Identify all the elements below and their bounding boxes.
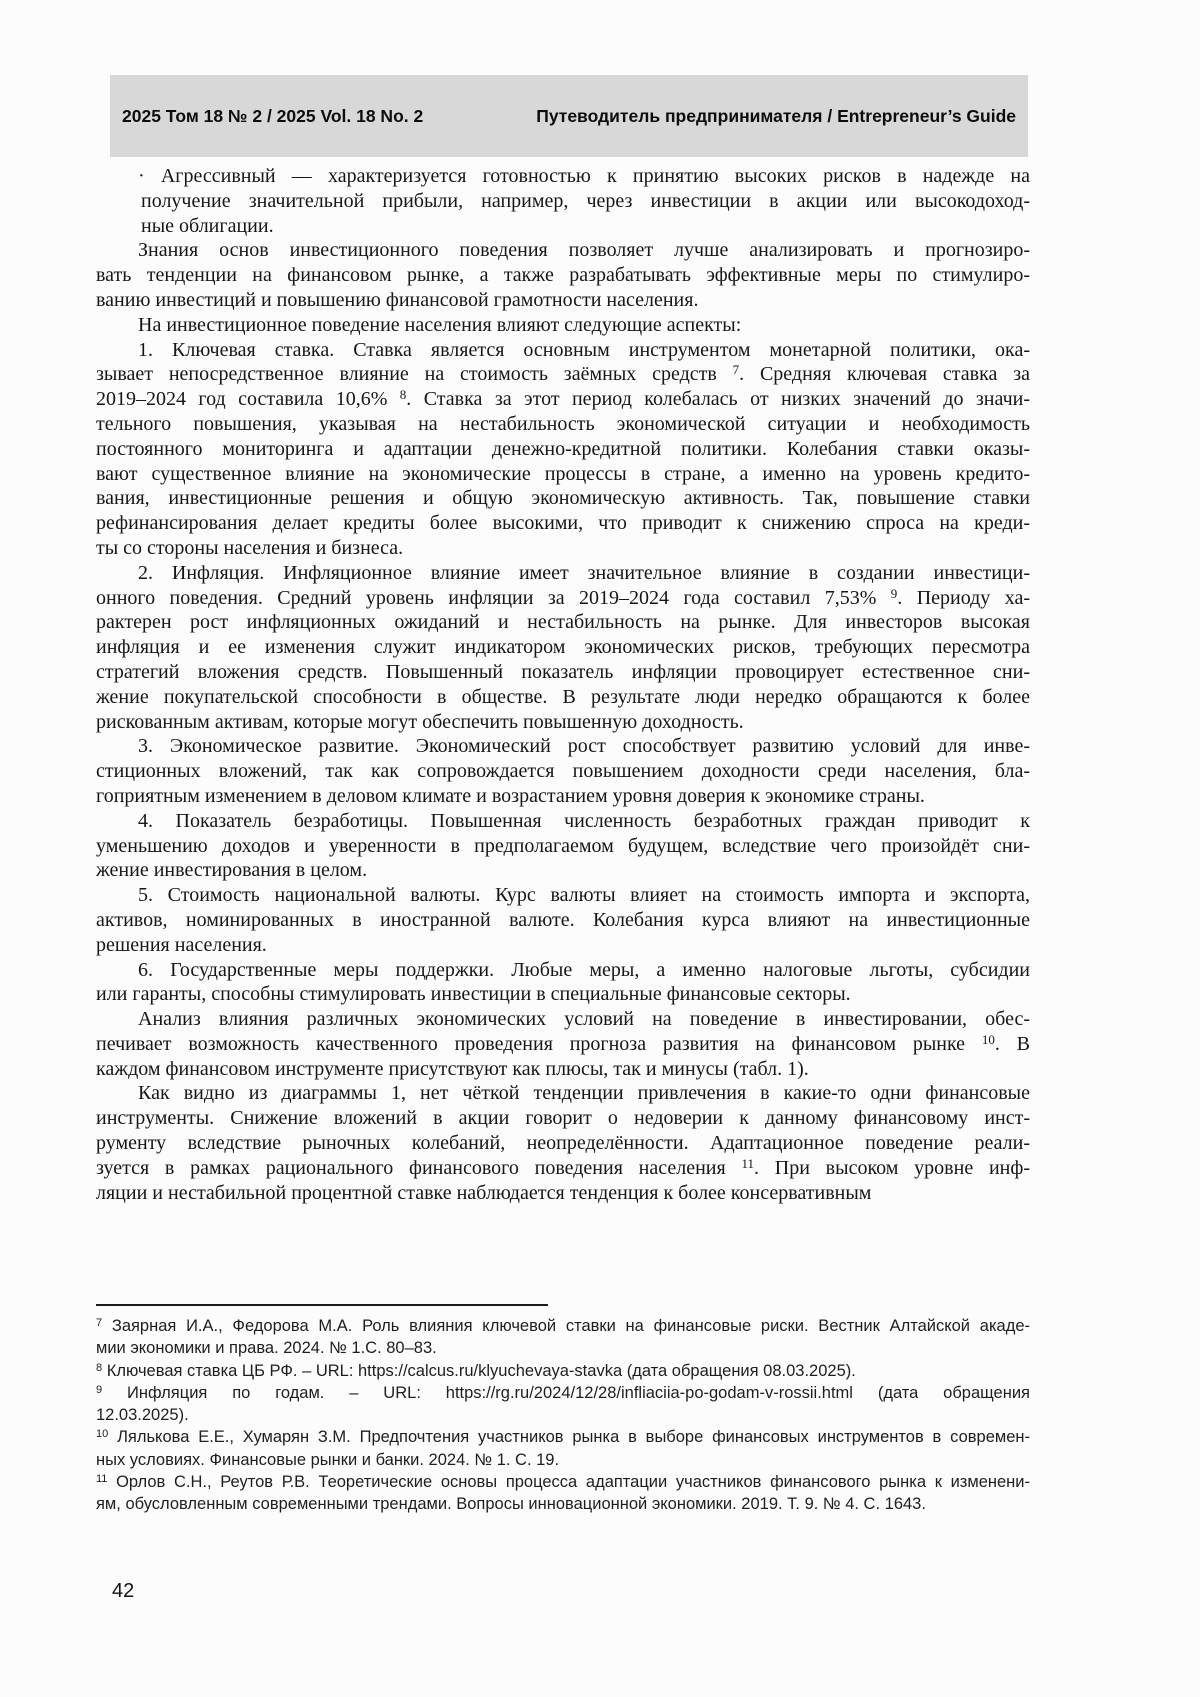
text-line: ных условиях. Финансовые рынки и банки. 2024. № 1. С. 19. <box>96 1450 560 1469</box>
page-number: 42 <box>112 1580 135 1602</box>
text-line: 4. Показатель безработицы. Повышенная численность безработных граждан приводит к <box>138 809 1030 832</box>
paragraph <box>96 1007 1030 1081</box>
footnote-10 <box>96 1426 1030 1471</box>
text-line: ляции и нестабильной процентной ставке наблюдается тенденция к более консервативным <box>96 1181 872 1204</box>
text-line: вают существенное влияние на экономические процессы в стране, а именно на уровень кредито- <box>96 462 1030 485</box>
text-line: мии экономики и права. 2024. № 1.С. 80–83. <box>96 1339 437 1358</box>
text-line: Знания основ инвестиционного поведения позволяет лучше анализировать и прогнозиро- <box>138 239 1030 262</box>
text-line: жение покупательской способности в обществе. В результате люди нередко обращаются к более <box>96 685 1030 708</box>
footnote-11 <box>96 1471 1030 1516</box>
text-line: На инвестиционное поведение населения влияют следующие аспекты: <box>138 313 742 336</box>
footnote-divider <box>96 1304 548 1306</box>
footnote-reference: 11 <box>741 1155 755 1171</box>
text-line: 5. Стоимость национальной валюты. Курс валюты влияет на стоимость импорта и экспорта, <box>138 884 1030 907</box>
footnote-reference: 9 <box>890 585 898 601</box>
text-line: ты со стороны населения и бизнеса. <box>96 536 404 559</box>
paragraph <box>96 809 1030 883</box>
text-line: ванию инвестиций и повышению финансовой грамотности населения. <box>96 288 699 311</box>
text-line: рактерен рост инфляционных ожиданий и нестабильность на рынке. Для инвесторов высокая <box>96 611 1030 634</box>
text-line: рументу вследствие рыночных колебаний, неопределённости. Адаптационное поведение реали- <box>96 1132 1030 1155</box>
paragraph <box>96 313 1030 338</box>
text-line: тельного повышения, указывая на нестабильность экономической ситуации и необходимость <box>96 412 1030 435</box>
header-volume-info: 2025 Том 18 № 2 / 2025 Vol. 18 No. 2 <box>122 105 424 126</box>
text-line: зывает непосредственное влияние на стоимость заёмных средств $^7$. Средняя ключевая ставка за <box>96 362 1030 386</box>
header-journal-title: Путеводитель предпринимателя / Entrepreneur’s Guide <box>536 105 1016 126</box>
text-line: постоянного мониторинга и адаптации денежно-кредитной политики. Колебания ставки оказы- <box>96 437 1030 460</box>
text-line: жение инвестирования в целом. <box>96 859 368 882</box>
footnote-reference: 7 <box>96 1317 103 1329</box>
paragraph <box>96 883 1030 957</box>
text-line: ные облигации. <box>141 214 274 237</box>
text-line: стратегий вложения средств. Повышенный показатель инфляции провоцирует естественное сни- <box>96 660 1030 683</box>
text-line: $^{10}$ Лялькова Е.Е., Хумарян З.М. Предпочтения участников рынка в выборе финансовых инструментов в современ- <box>96 1428 1030 1447</box>
paragraph <box>96 238 1030 312</box>
text-line: каждом финансовом инструменте присутствуют как плюсы, так и минусы (табл. 1). <box>96 1057 809 1080</box>
text-line: · Агрессивный — характеризуется готовностью к принятию высоких рисков в надежде на <box>138 165 1030 187</box>
text-line: $^{11}$ Орлов С.Н., Реутов Р.В. Теоретические основы процесса адаптации участников финансового рынка к изменени- <box>96 1473 1030 1492</box>
text-line: или гаранты, способны стимулировать инвестиции в специальные финансовые секторы. <box>96 983 851 1006</box>
footnotes-section <box>96 1315 1030 1516</box>
text-line: $^7$ Заярная И.А., Федорова М.А. Роль влияния ключевой ставки на финансовые риски. Вестник Алтайской акаде- <box>96 1317 1030 1335</box>
paragraph <box>96 164 1030 238</box>
text-line: рискованным активам, которые могут обеспечить повышенную доходность. <box>96 710 744 733</box>
text-line: гоприятным изменением в деловом климате и возрастанием уровня доверия к экономике страны. <box>96 784 925 807</box>
text-line: решения населения. <box>96 933 267 956</box>
footnote-9 <box>96 1382 1030 1427</box>
text-line: $^8$ Ключевая ставка ЦБ РФ. – URL: https://calcus.ru/klyuchevaya-stavka (дата обращения 08.03.2025). <box>96 1361 856 1380</box>
text-line: 1. Ключевая ставка. Ставка является основным инструментом монетарной политики, ока- <box>138 338 1030 361</box>
text-line: $^9$ Инфляция по годам. – URL: https://rg.ru/2024/12/28/infliaciia-po-godam-v-rossii.html (дата обращения <box>96 1383 1030 1402</box>
text-line: рефинансирования делает кредиты более высокими, что приводит к снижению спроса на креди- <box>96 512 1030 535</box>
text-line: Как видно из диаграммы 1, нет чёткой тенденции привлечения в какие-то одни финансовые <box>138 1082 1030 1105</box>
text-line: зуется в рамках рационального финансового поведения населения $^{11}$. При высоком уровне инф- <box>96 1155 1030 1179</box>
article-body <box>96 164 1030 1205</box>
paragraph <box>96 734 1030 808</box>
text-line: онного поведения. Средний уровень инфляции за 2019–2024 года составил 7,53% $^9$. Периоду ха- <box>96 585 1030 609</box>
paragraph <box>96 958 1030 1008</box>
footnote-reference: 9 <box>96 1383 103 1396</box>
text-line: печивает возможность качественного проведения прогноза развития на финансовом рынке $^{10}$. В <box>96 1031 1030 1055</box>
text-line: стиционных вложений, так как сопровождается повышением доходности среди населения, бла- <box>96 760 1030 783</box>
text-line: 2019–2024 год составила 10,6% $^8$. Ставка за этот период колебалась от низких значений до значи- <box>96 387 1031 411</box>
paragraph <box>96 1081 1030 1205</box>
footnote-7 <box>96 1315 1030 1360</box>
footnote-reference: 8 <box>399 387 407 403</box>
text-line: 12.03.2025). <box>96 1406 189 1425</box>
text-line: 3. Экономическое развитие. Экономический рост способствует развитию условий для инве- <box>138 735 1030 758</box>
text-line: вать тенденции на финансовом рынке, а также разрабатывать эффективные меры по стимулиро- <box>96 264 1030 287</box>
footnote-reference: 10 <box>96 1428 109 1441</box>
text-line: 2. Инфляция. Инфляционное влияние имеет значительное влияние в создании инвестици- <box>138 561 1030 584</box>
text-line: ям, обусловленным современными трендами. Вопросы инновационной экономики. 2019. Т. 9. № 4. С. 1643. <box>96 1495 926 1514</box>
footnote-reference: 8 <box>96 1361 103 1374</box>
text-line: инструменты. Снижение вложений в акции говорит о недоверии к данному финансовому инст- <box>96 1107 1030 1130</box>
paragraph <box>96 561 1030 735</box>
text-line: Анализ влияния различных экономических условий на поведение в инвестировании, обес- <box>138 1008 1030 1031</box>
text-line: получение значительной прибыли, например, через инвестиции в акции или высокодоход- <box>141 189 1030 212</box>
footnote-8 <box>96 1360 1030 1382</box>
text-line: уменьшению доходов и уверенности в предполагаемом будущем, вследствие чего произойдёт сни- <box>96 834 1030 857</box>
footnote-reference: 11 <box>96 1473 108 1486</box>
text-line: 6. Государственные меры поддержки. Любые меры, а именно налоговые льготы, субсидии <box>138 958 1030 981</box>
footnote-reference: 7 <box>732 362 740 378</box>
paragraph <box>96 338 1030 561</box>
text-line: активов, номинированных в иностранной валюте. Колебания курса влияют на инвестиционные <box>96 908 1030 931</box>
footnote-reference: 10 <box>981 1031 995 1047</box>
text-line: инфляция и ее изменения служит индикатором экономических рисков, требующих пересмотра <box>96 636 1030 659</box>
text-line: вания, инвестиционные решения и общую экономическую активность. Так, повышение ставки <box>96 487 1030 510</box>
journal-header <box>110 75 1028 157</box>
